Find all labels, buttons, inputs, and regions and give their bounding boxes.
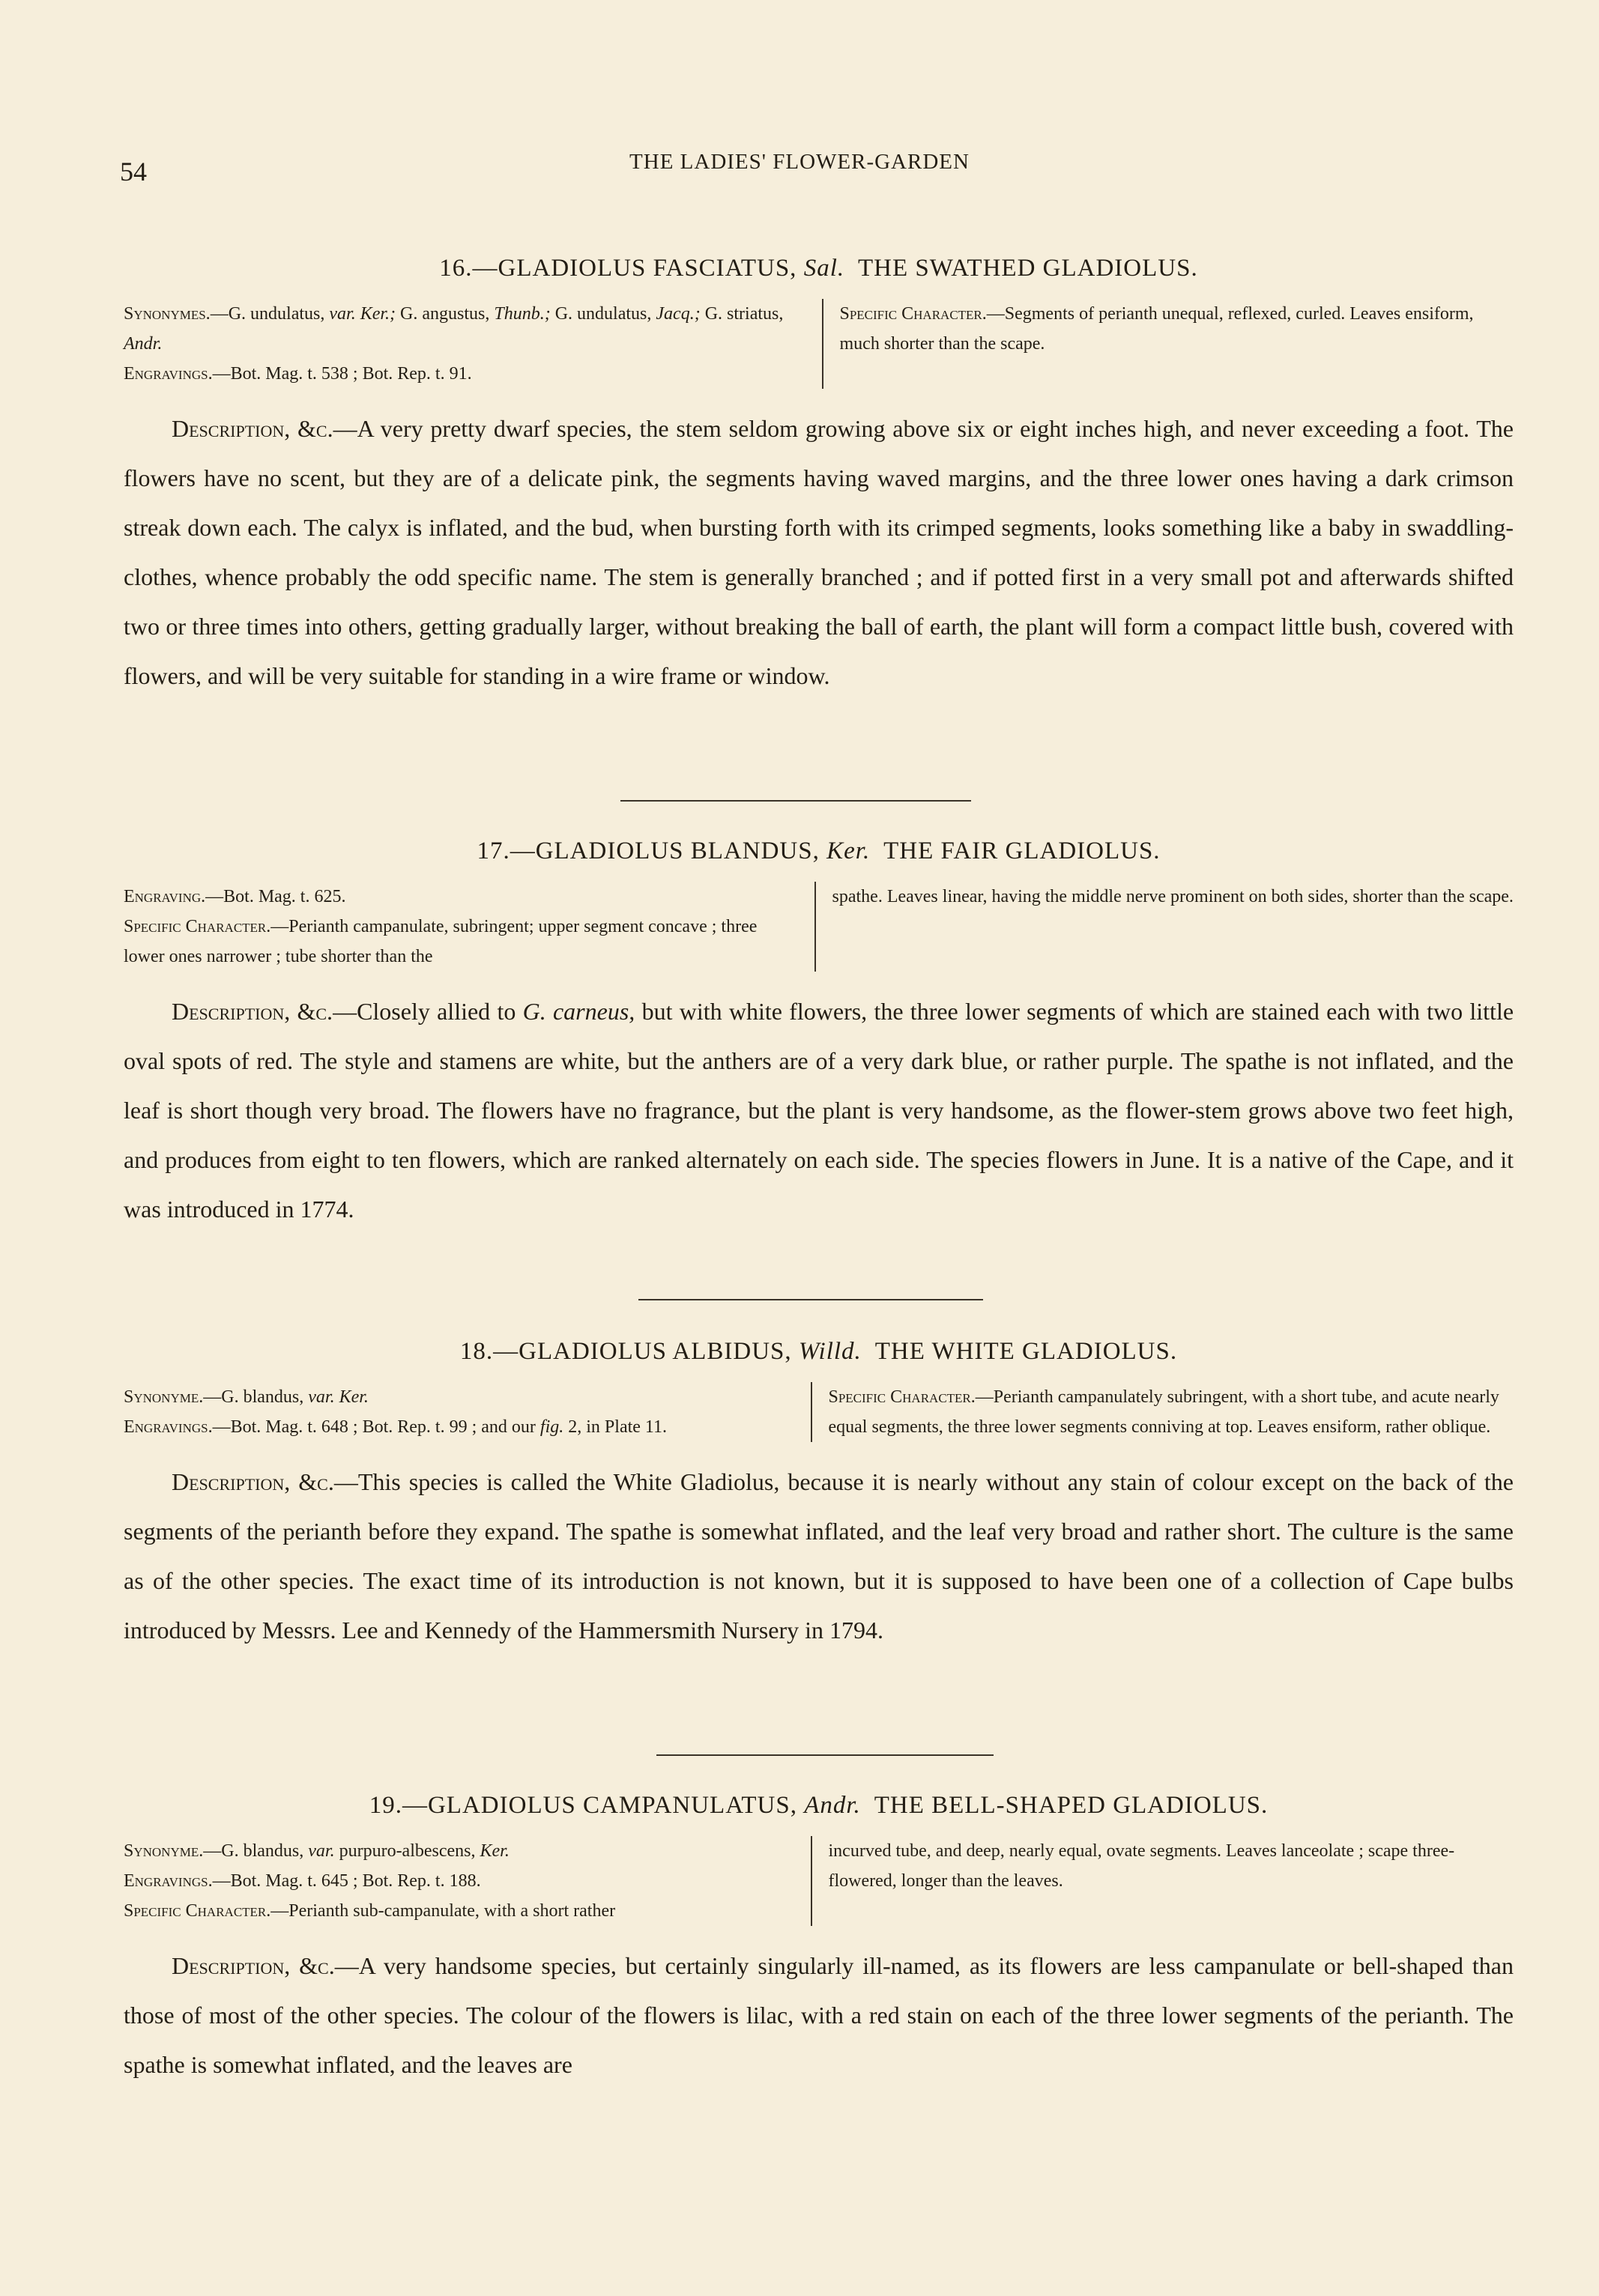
common-name: THE SWATHED GLADIOLUS. — [858, 255, 1198, 282]
author-abbrev: Ker. — [826, 837, 871, 864]
entry-title: 17.—GLADIOLUS BLANDUS, Ker. THE FAIR GLADIOLUS. — [477, 837, 1161, 864]
meta-right-column: spathe. Leaves linear, having the middle nerve prominent on both sides, shorter than the scape. — [814, 882, 1514, 972]
common-name: THE FAIR GLADIOLUS. — [883, 837, 1161, 864]
entry-meta — [124, 882, 1514, 972]
specific-character: Specific Character.—Perianth campanulate, subringent; upper segment concave ; three lower ones narrower ; tube shorter than the — [124, 917, 758, 966]
description: Description, &c.—A very pretty dwarf species, the stem seldom growing above six or eight inches high, and never exceeding a foot. The flowers have no scent, but they are of a delicate pink, the segments having waved margins, and the three lower ones having a dark crimson streak down each. The calyx is inflated, and the bud, when bursting forth with its crimped segments, looks something like a baby in swaddling-clothes, whence probably the odd specific name. The stem is generally branched ; and if potted first in a very small pot and afterwards shifted two or three times into others, getting gradually larger, without breaking the ball of earth, the plant will form a compact little bush, covered with flowers, and will be very suitable for standing in a wire frame or window. — [124, 415, 1514, 689]
description: Description, &c.—This species is called the White Gladiolus, because it is nearly without any stain of colour except on the back of the segments of the perianth before they expand. The spathe is somewhat inflated, and the leaf very broad and rather short. The culture is the same as of the other species. The exact time of its introduction is not known, but it is supposed to have been one of a collection of Cape bulbs introduced by Messrs. Lee and Kennedy of the Hammersmith Nursery in 1794. — [124, 1468, 1514, 1644]
entry-18 — [124, 1338, 1514, 1655]
entry-meta — [124, 1836, 1514, 1926]
meta-right-column: Specific Character.—Segments of perianth unequal, reflexed, curled. Leaves ensiform, much shorter than the scape. — [822, 299, 1514, 389]
synonyme: Synonyme.—G. blandus, var. Ker. — [124, 1387, 369, 1407]
author-abbrev: Willd. — [798, 1338, 862, 1365]
author-abbrev: Sal. — [803, 255, 845, 282]
synonyme: Synonyme.—G. blandus, var. purpuro-albescens, Ker. — [124, 1841, 510, 1861]
entry-meta — [124, 299, 1514, 389]
entry-17 — [124, 837, 1514, 1234]
engravings: Engravings.—Bot. Mag. t. 538 ; Bot. Rep. t. 91. — [124, 364, 472, 384]
description: Description, &c.—Closely allied to G. carneus, but with white flowers, the three lower segments of which are stained each with two little oval spots of red. The style and stamens are white, but the anthers are of a very dark blue, or rather purple. The spathe is not inflated, and the leaf is short though very broad. The flowers have no fragrance, but the plant is very handsome, as the flower-stem grows above two feet high, and produces from eight to ten flowers, which are ranked alternately on each side. The species flowers in June. It is a native of the Cape, and it was introduced in 1774. — [124, 998, 1514, 1223]
entry-meta — [124, 1382, 1514, 1442]
engravings: Engravings.—Bot. Mag. t. 648 ; Bot. Rep. t. 99 ; and our fig. 2, in Plate 11. — [124, 1417, 668, 1437]
meta-left-column — [124, 882, 814, 972]
specific-character: Specific Character.—Perianth sub-campanulate, with a short rather — [124, 1901, 616, 1921]
synonymes: Synonymes.—G. undulatus, var. Ker.; G. angustus, Thunb.; G. undulatus, Jacq.; G. striatus, Andr. — [124, 304, 784, 354]
common-name: THE BELL-SHAPED GLADIOLUS. — [874, 1792, 1269, 1819]
entry-title: 19.—GLADIOLUS CAMPANULATUS, Andr. THE BELL-SHAPED GLADIOLUS. — [369, 1792, 1269, 1819]
meta-right-column: incurved tube, and deep, nearly equal, ovate segments. Leaves lanceolate ; scape three-flowered, longer than the leaves. — [811, 1836, 1514, 1926]
meta-left-column — [124, 1836, 811, 1926]
section-divider — [620, 800, 971, 802]
meta-left-column — [124, 1382, 811, 1442]
section-divider — [638, 1299, 983, 1300]
common-name: THE WHITE GLADIOLUS. — [874, 1338, 1178, 1365]
description: Description, &c.—A very handsome species, but certainly singularly ill-named, as its flowers are less campanulate or bell-shaped than those of most of the other species. The colour of the flowers is lilac, with a red stain on each of the three lower segments of the perianth. The spathe is somewhat inflated, and the leaves are — [124, 1952, 1514, 2078]
meta-left-column — [124, 299, 822, 389]
entry-19 — [124, 1792, 1514, 2089]
entry-title: 18.—GLADIOLUS ALBIDUS, Willd. THE WHITE GLADIOLUS. — [459, 1338, 1178, 1365]
page-header — [0, 150, 1599, 195]
author-abbrev: Andr. — [804, 1792, 861, 1819]
entry-16 — [124, 255, 1514, 700]
running-title: THE LADIES' FLOWER-GARDEN — [629, 150, 970, 174]
page-number: 54 — [120, 157, 147, 187]
entry-title: 16.—GLADIOLUS FASCIATUS, Sal. THE SWATHED GLADIOLUS. — [439, 255, 1198, 282]
meta-right-column: Specific Character.—Perianth campanulately subringent, with a short tube, and acute nearly equal segments, the three lower segments conniving at top. Leaves ensiform, rather oblique. — [811, 1382, 1514, 1442]
engravings: Engravings.—Bot. Mag. t. 645 ; Bot. Rep. t. 188. — [124, 1871, 481, 1891]
section-divider — [656, 1754, 994, 1756]
engraving: Engraving.—Bot. Mag. t. 625. — [124, 887, 346, 906]
